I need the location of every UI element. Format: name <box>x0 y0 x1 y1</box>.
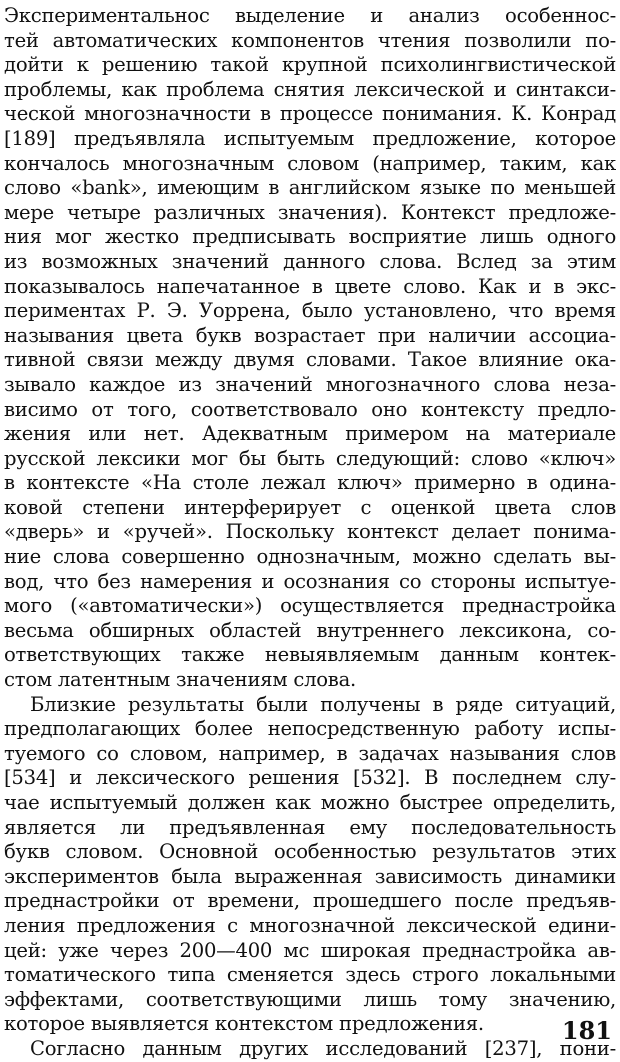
text-line: проблемы, как проблема снятия лексической и синтакси- <box>4 77 616 101</box>
text-line: мере четыре различных значения). Контекст предложе- <box>4 200 616 224</box>
text-line: преднастройки от времени, прошедшего после предъяв- <box>4 889 616 913</box>
text-line: тивной связи между двумя словами. Такое влияние ока- <box>4 348 616 372</box>
text-line: называния цвета букв возрастает при наличии ассоциа- <box>4 323 616 347</box>
text-line: цей: уже через 200—400 мс широкая преднастройка ав- <box>4 938 616 962</box>
text-line: предполагающих более непосредственную работу испы- <box>4 717 616 741</box>
text-line: вод, что без намерения и осознания со стороны испытуе- <box>4 569 616 593</box>
text-line: Согласно данным других исследований [237], пони- <box>30 1036 616 1060</box>
text-line: Экспериментальнос выделение и анализ особеннос- <box>4 4 616 27</box>
text-line: эффектами, соответствующими лишь тому значению, <box>4 987 616 1011</box>
text-line: «дверь» и «ручей». Поскольку контекст делает понима- <box>4 520 616 544</box>
text-line: ния мог жестко предписывать восприятие лишь одного <box>4 225 616 249</box>
text-line: слово «bank», имеющим в английском языке по меньшей <box>4 176 616 200</box>
body-text <box>4 4 616 1062</box>
text-line: экспериментов была выраженная зависимость динамики <box>4 864 616 888</box>
text-line: стом латентным значениям слова. <box>4 668 356 692</box>
text-line: показывалось напечатанное в цвете слово. Как и в экс- <box>4 274 616 298</box>
text-line: является ли предъявленная ему последовательность <box>4 815 616 839</box>
paragraph-3 <box>4 1037 616 1062</box>
text-line: [534] и лексического решения [532]. В последнем слу- <box>4 766 616 790</box>
text-line: дойти к решению такой крупной психолингвистической <box>4 53 616 77</box>
text-line: весьма обширных областей внутреннего лексикона, со- <box>4 618 616 642</box>
text-line: туемого со словом, например, в задачах называния слов <box>4 741 616 765</box>
text-line: мого («автоматически») осуществляется преднастройка <box>4 594 616 618</box>
text-line: ние слова совершенно однозначным, можно сделать вы- <box>4 545 616 569</box>
text-line: [189] предъявляла испытуемым предложение, которое <box>4 126 616 150</box>
text-line: букв словом. Основной особенностью результатов этих <box>4 840 616 864</box>
text-line: томатического типа сменяется здесь строго локальными <box>4 963 616 987</box>
paragraph-1 <box>4 4 616 693</box>
text-line: в контексте «На столе лежал ключ» примерно в одина- <box>4 471 616 495</box>
text-line: ответствующих также невыявляемым данным контек- <box>4 643 616 667</box>
text-line: ческой многозначности в процессе понимания. К. Конрад <box>4 102 616 126</box>
text-line: ления предложения с многозначной лексической едини- <box>4 913 616 937</box>
text-line: которое выявляется контекстом предложения. <box>4 1012 484 1036</box>
text-line: ковой степени интерферирует с оценкой цвета слов <box>4 495 616 519</box>
text-line: периментах Р. Э. Уоррена, было установлено, что время <box>4 299 616 323</box>
text-line: русской лексики мог бы быть следующий: слово «ключ» <box>4 446 616 470</box>
text-line: висимо от того, соответствовало оно контексту предло- <box>4 397 616 421</box>
text-line: жения или нет. Адекватным примером на материале <box>4 422 616 446</box>
paragraph-2 <box>4 693 616 1037</box>
text-line: из возможных значений данного слова. Вслед за этим <box>4 249 616 273</box>
text-line: зывало каждое из значений многозначного слова неза- <box>4 372 616 396</box>
page-number: 181 <box>561 1016 612 1045</box>
text-line: чае испытуемый должен как можно быстрее определить, <box>4 791 616 814</box>
text-line: кончалось многозначным словом (например, таким, как <box>4 151 616 175</box>
text-line: Близкие результаты были получены в ряде ситуаций, <box>30 692 616 716</box>
text-line: тей автоматических компонентов чтения позволили по- <box>4 28 616 52</box>
